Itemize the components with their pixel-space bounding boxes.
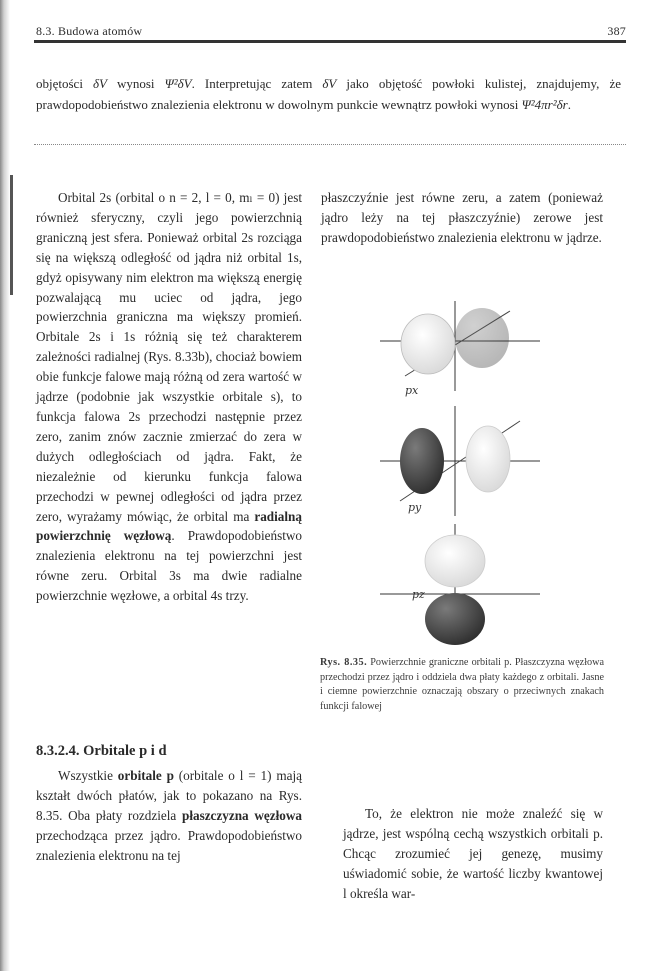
intro-separator xyxy=(34,144,626,145)
right-column-text: płaszczyźnie jest równe zeru, a zatem (ponieważ jądro leży na tej płaszczyźnie) zerowe jest prawdopodobieństwo znalezienia elektronu w jądrze. xyxy=(321,190,603,245)
pz-orbital xyxy=(380,524,540,645)
term-radial-node: radialną powierzchnię węzłową xyxy=(36,508,302,544)
section-left-text: Wszystkie orbitale p (orbitale o l = 1) mają kształt dwóch płatów, jak to pokazano na Rys. 8.35. Oba płaty rozdziela płaszczyzna węzłowa przechodząca przez jądro. Prawdopodobieństwo znalezienia elektronu na tej xyxy=(36,768,302,863)
margin-mark xyxy=(10,175,13,295)
label-px: px xyxy=(405,384,419,397)
label-pz: pz xyxy=(412,588,425,601)
figure-caption: Rys. 8.35. Powierzchnie graniczne orbitali p. Płaszczyzna węzłowa przechodzi przez jądro i oddziela dwa płaty każdego z orbitali. Jasne i ciemne powierzchnie oznaczają obszary o przeciwnych znakach funkcji falowej xyxy=(320,657,605,712)
running-header-section: 8.3. Budowa atomów xyxy=(36,24,143,38)
caption-label: Rys. 8.35. xyxy=(320,657,368,668)
section-heading: 8.3.2.4. Orbitale p i d xyxy=(36,743,167,759)
label-py: py xyxy=(408,501,422,514)
px-orbital xyxy=(380,301,540,397)
term-nodal-plane: płaszczyzna węzłowa xyxy=(181,807,302,823)
page-edge-shadow xyxy=(0,0,10,971)
section-right-text: To, że elektron nie może znaleźć się w jądrze, jest wspólną cechą wszystkich orbitali p. Chcąc zrozumieć jej genezę, musimy uświadomić sobie, że wartość liczby kwantowej l określa war- xyxy=(343,806,603,901)
p-orbitals-figure xyxy=(360,296,560,646)
page-number: 387 xyxy=(607,24,626,38)
py-orbital xyxy=(380,406,540,516)
term-p-orbitals: orbitale p xyxy=(117,768,174,783)
left-column-text: Orbital 2s (orbital o n = 2, l = 0, mₗ = 0) jest również sferyczny, czyli jego powierzchnią graniczną jest sfera. Ponieważ orbital 2s rozciąga się na większą odległość od jądra niż orbital 1s, gdyż opisywany nim elektron ma większą energię pozwalającą mu uciec od jądra, jego powierzchnia graniczna ma większy promień. Orbitale 2s i 1s różnią się też charakterem zależności radialnej (Rys. 8.33b), chociaż bowiem obie funkcje falowe mają różną od zera wartość w jądrze (podobnie jak wszystkie orbitale s), to funkcja falowa 2s przechodzi następnie przez zero, zanim znów zacznie zmierzać do zera w dużych odległościach od jądra. Fakt, że niezależnie od kierunku funkcja falowa przechodzi w pewnej odległości od jądra przez zero, wyrażamy mówiąc, że orbital ma radialną powierzchnię węzłową. Prawdopodobieństwo znalezienia elektronu na tej powierzchni jest równe zeru. Orbital 3s ma dwie radialne powierzchnie węzłowe, a orbital 4s trzy. xyxy=(36,190,302,604)
intro-paragraph: objętości δV wynosi Ψ²δV. Interpretując zatem δV jako objętość powłoki kulistej, znajdujemy, że prawdopodobieństwo znalezienia elektronu w dowolnym punkcie wewnątrz powłoki wynosi Ψ²4πr²δr. xyxy=(36,76,621,112)
header-rule xyxy=(34,40,626,43)
